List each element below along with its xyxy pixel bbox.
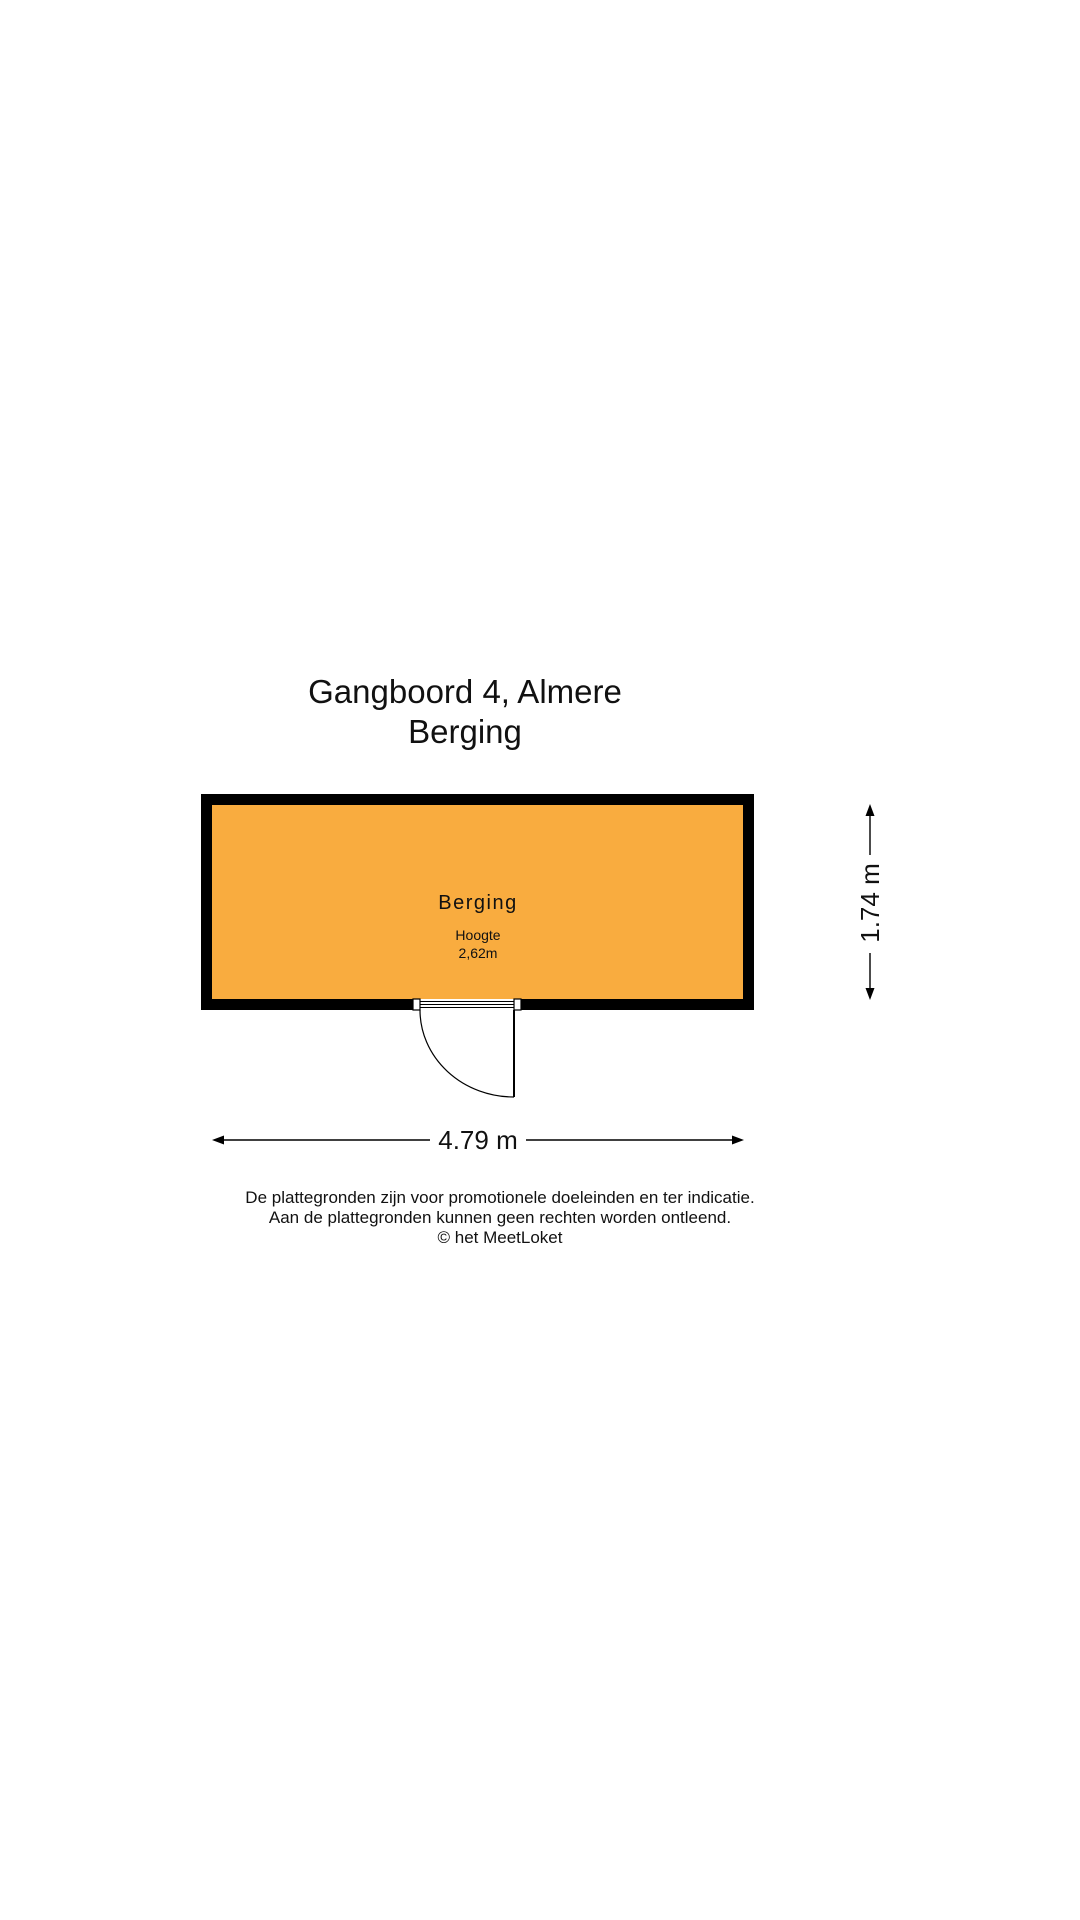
arrow-down-icon	[866, 988, 875, 1000]
depth-dimension-label: 1.74 m	[855, 863, 885, 943]
page-title: Gangboord 4, Almere	[308, 673, 622, 710]
door-jamb-left	[413, 999, 420, 1010]
arrow-up-icon	[866, 804, 875, 816]
door-swing-arc	[420, 1010, 514, 1097]
width-dimension-label: 4.79 m	[438, 1125, 518, 1155]
arrow-right-icon	[732, 1136, 744, 1145]
room-name-label: Berging	[438, 892, 518, 914]
room-height-label: Hoogte	[455, 927, 501, 943]
room-height-value: 2,62m	[458, 945, 498, 961]
disclaimer-line: De plattegronden zijn voor promotionele doeleinden en ter indicatie.	[245, 1188, 755, 1207]
disclaimer-line: Aan de plattegronden kunnen geen rechten worden ontleend.	[268, 1208, 732, 1227]
floor-title: Berging	[408, 713, 522, 750]
door-jamb-right	[514, 999, 521, 1010]
arrow-left-icon	[212, 1136, 224, 1145]
copyright-line: © het MeetLoket	[437, 1228, 563, 1247]
